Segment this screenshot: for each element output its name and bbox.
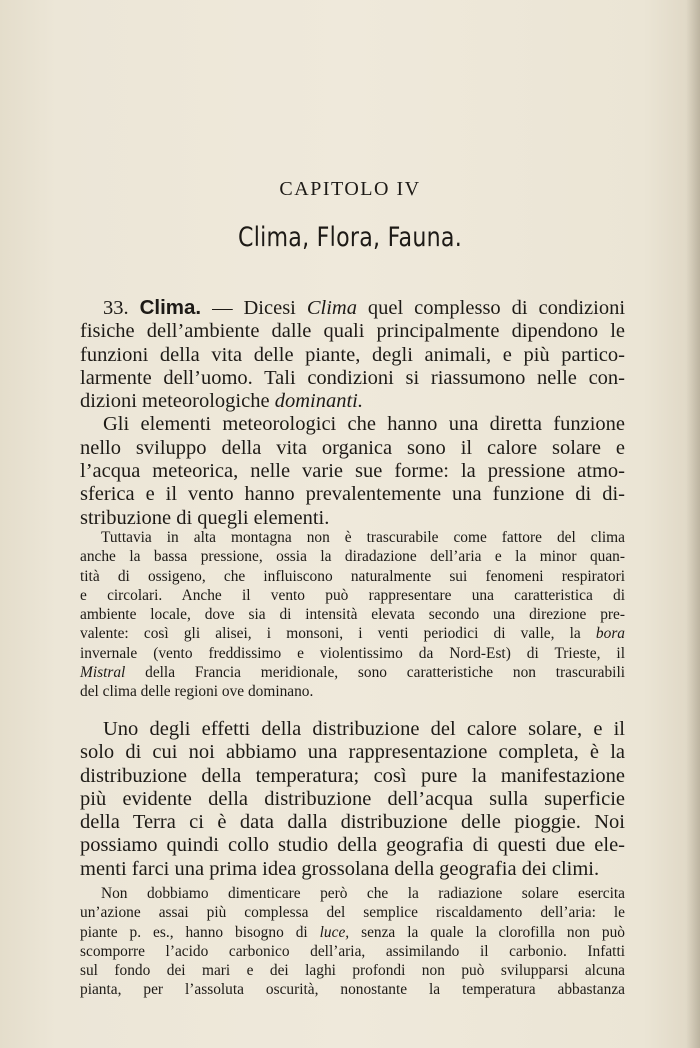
note-line <box>80 663 625 682</box>
text-fragment: senza la quale la clorofilla non può <box>361 923 626 941</box>
paragraph-line: stribuzione di quegli elementi. <box>80 506 330 529</box>
section-33-paragraph <box>80 296 625 530</box>
chapter-title: Clima, Flora, Fauna. <box>237 222 463 253</box>
note-paragraph-2 <box>80 884 625 1000</box>
paragraph-line: l’acqua meteorica, nelle varie sue forme: la pressione atmo- <box>80 460 625 483</box>
paragraph-line: funzioni della vita delle piante, degli animali, e più partico- <box>80 343 625 366</box>
paragraph-line: menti farci una prima idea grossolana della geografia dei climi. <box>80 857 600 880</box>
note-line: scomporre l’acido carbonico dell’aria, assimilando il carbonio. Infatti <box>80 942 625 960</box>
text-fragment: piante p. es., hanno bisogno di <box>80 923 308 941</box>
paragraph-line: solo di cui noi abbiamo una rappresentazione completa, è la <box>80 741 625 764</box>
paragraph-line: fisiche dell’ambiente dalle quali principalmente dipendono le <box>80 320 625 343</box>
paragraph-line: possiamo quindi collo studio della geografia di questi due ele- <box>80 834 625 857</box>
paragraph-line: distribuzione della temperatura; così pure la manifestazione <box>80 764 625 787</box>
paragraph-line: Uno degli effetti della distribuzione del calore solare, e il <box>103 718 625 740</box>
paragraph-line: più evidente della distribuzione dell’acqua sulla superficie <box>80 787 625 810</box>
paragraph-line: larmente dell’uomo. Tali condizioni si riassumono nelle con- <box>80 366 625 389</box>
note-line: Tuttavia in alta montagna non è trascurabile come fattore del clima <box>101 529 625 546</box>
note-line: e circolari. Anche il vento può rappresentare una caratteristica di <box>80 586 625 604</box>
term-italic: Clima <box>306 297 357 319</box>
text-fragment: quel complesso di condizioni <box>367 297 626 319</box>
italic-word: luce, <box>319 923 350 941</box>
page-edge-shadow <box>686 0 700 1048</box>
note-line: del clima delle regioni ove dominano. <box>80 683 314 701</box>
note-line: invernale (vento freddissimo e violentissimo da Nord-Est) di Trieste, il <box>80 644 625 662</box>
paragraph-line: Gli elementi meteorologici che hanno una diretta funzione <box>103 413 625 436</box>
section-number: 33. <box>103 297 129 319</box>
text-fragment: della Francia meridionale, sono caratteristiche non trascurabili <box>145 664 625 682</box>
note-line: anche la bassa pressione, ossia la diradazione dell’aria e la minor quan- <box>80 548 625 566</box>
note-line: sul fondo dei mari e dei laghi profondi non può svilupparsi alcuna <box>80 962 625 980</box>
section-heading: Clima. <box>139 296 202 319</box>
text-fragment: dizioni meteorologiche <box>80 390 270 413</box>
note-line <box>80 624 625 643</box>
note-paragraph-1 <box>80 528 625 702</box>
paragraph-line: della Terra ci è data dalla distribuzione delle pioggie. Noi <box>80 811 625 834</box>
note-line: Non dobbiamo dimenticare però che la radiazione solare esercita <box>101 885 625 902</box>
text-fragment: valente: così gli alisei, i monsoni, i venti periodici di valle, la <box>80 625 581 643</box>
paragraph-line: nello sviluppo della vita organica sono il calore solare e <box>80 436 625 459</box>
paragraph-line <box>80 390 625 413</box>
note-line: tità di ossigeno, che influiscono naturalmente sui fenomeni respiratori <box>80 567 625 585</box>
text-fragment: — Dicesi <box>212 297 296 319</box>
italic-word: Mistral <box>80 664 126 682</box>
italic-word: dominanti. <box>274 390 363 413</box>
note-line: ambiente locale, dove sia di intensità elevata secondo una direzione pre- <box>80 606 625 624</box>
note-line: un’azione assai più complessa del semplice riscaldamento dell’aria: le <box>80 904 625 922</box>
paragraph-line: sferica e il vento hanno prevalentemente una funzione di di- <box>80 483 625 506</box>
note-line: pianta, per l’assoluta oscurità, nonostante la temperatura abbastanza <box>80 981 625 999</box>
chapter-heading: CAPITOLO IV <box>279 178 421 200</box>
note-line <box>80 923 625 942</box>
italic-word: bora <box>595 625 625 643</box>
climate-paragraph <box>80 718 625 881</box>
paragraph-line <box>80 296 625 320</box>
